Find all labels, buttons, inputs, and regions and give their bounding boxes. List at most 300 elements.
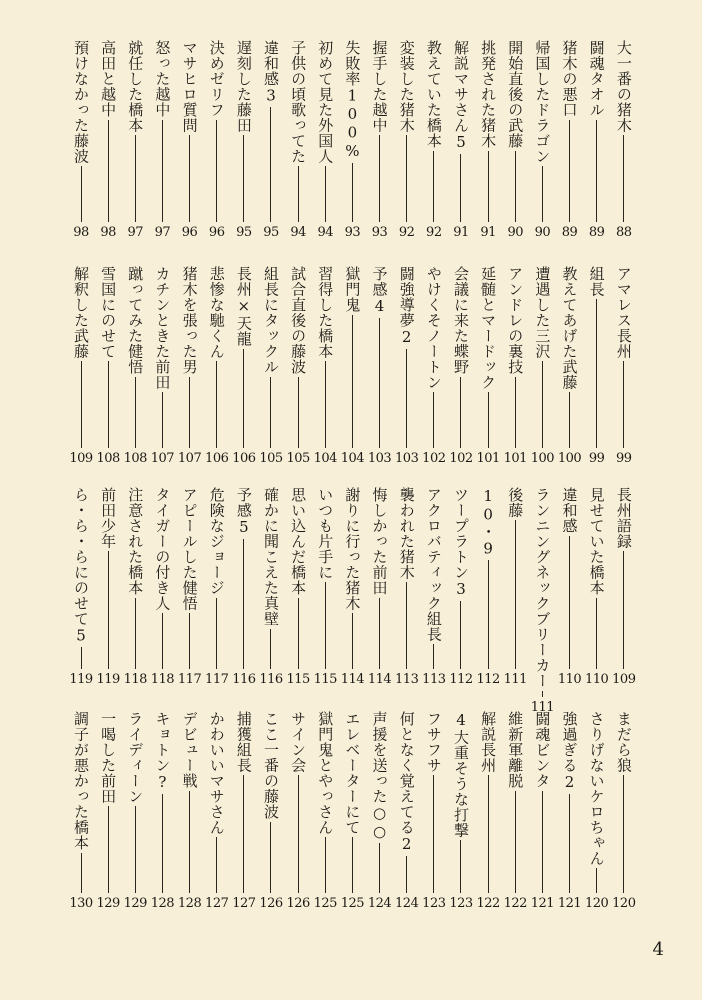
toc-entry-page: 98 [73,225,89,240]
toc-entry-page: 100 [530,451,555,466]
toc-entry-title: 決めゼリフ [207,40,226,118]
toc-entry-title: 猪木を張った男 [180,266,199,375]
toc-entry-title: 帰国したドラゴン [533,40,552,164]
leader-line [433,644,434,669]
toc-entry [613,40,635,240]
toc-entry-page: 127 [205,896,229,911]
toc-entry-title: 4大重そうな打撃 [451,711,470,838]
toc-entry [369,40,391,240]
toc-entry-page: 116 [232,672,256,687]
toc-entry-page: 122 [476,896,500,911]
toc-entry-page: 112 [476,672,500,687]
leader-line [108,361,109,448]
toc-entry-title: 習得した橋本 [316,266,335,359]
toc-entry-title: 10・9 [479,487,498,558]
leader-line [352,837,353,893]
toc-entry-title: 試合直後の藤波 [289,266,308,375]
leader-line [325,166,326,222]
toc-entry [179,40,201,240]
toc-entry [396,40,418,240]
toc-entry-page: 103 [395,451,419,466]
toc-entry [260,40,282,240]
toc-entry-title: 予感4 [370,266,389,316]
toc-entry [504,487,526,687]
toc-entry [233,487,255,687]
toc-entry-page: 107 [150,451,175,466]
toc-entry-title: 長州語録 [614,487,633,549]
toc-entry [151,40,173,240]
leader-line [81,647,82,669]
toc-entry-title: ツープラトン3 [451,487,470,599]
toc-entry-page: 111 [503,672,527,687]
leader-line [108,551,109,669]
leader-line [379,135,380,222]
toc-entry-page: 100 [557,451,582,466]
toc-entry-page: 90 [507,225,524,240]
leader-line [596,120,597,223]
toc-entry-page: 104 [313,451,337,466]
toc-entry-page: 95 [263,225,279,240]
toc-entry-title: アクロバティック組長 [424,487,443,642]
leader-line [325,837,326,893]
toc-entry-page: 97 [154,225,171,240]
toc-entry-title: 変装した猪木 [397,40,416,133]
toc-entry-title: 延髄とマードック [479,266,498,390]
toc-entry [70,40,92,240]
leader-line [542,361,543,448]
toc-entry [477,711,499,911]
toc-entry-title: 子供の頃歌ってた [289,40,308,164]
leader-line [542,691,543,697]
leader-line [81,166,82,222]
toc-entry-page: 88 [616,225,632,240]
toc-entry [179,711,201,911]
toc-entry-title: 長州×天龍 [234,266,253,347]
leader-line [298,166,299,222]
toc-entry-title: アマレス長州 [614,266,633,359]
leader-line [596,299,597,448]
leader-line [569,392,570,448]
toc-entry-page: 123 [422,896,446,911]
toc-entry [124,266,146,466]
toc-entry-page: 98 [100,225,116,240]
toc-entry [287,487,309,687]
toc-entry-title: 組長にタックル [261,266,280,375]
toc-entry-title: 失敗率100% [343,40,362,161]
toc-entry-page: 97 [127,225,144,240]
toc-entry-title: エレベーターにて [343,711,362,835]
toc-block-1 [70,40,635,240]
leader-line [81,361,82,448]
leader-line [108,806,109,893]
toc-entry [396,266,418,466]
toc-entry [206,266,228,466]
toc-entry-page: 96 [208,225,225,240]
toc-entry [341,487,363,687]
leader-line [270,377,271,449]
toc-entry-page: 114 [340,672,365,687]
leader-line [135,598,136,670]
toc-entry-title: カチンときた前田 [153,266,172,390]
leader-line [270,629,271,670]
toc-entry-title: 怒った越中 [153,40,172,118]
toc-entry-title: やけくそノートン [424,266,443,390]
toc-entry [233,266,255,466]
leader-line [488,560,489,669]
toc-entry [423,487,445,687]
toc-entry [559,266,581,466]
toc-entry [586,711,608,911]
leader-line [460,601,461,670]
toc-entry [341,40,363,240]
toc-entry-page: 129 [123,896,147,911]
leader-line [298,598,299,670]
toc-entry-page: 90 [534,225,551,240]
toc-entry-page: 111 [530,699,555,715]
toc-entry-title: 会議に来た蝶野 [451,266,470,375]
toc-entry-page: 92 [426,225,442,240]
toc-entry-title: 注意された橋本 [126,487,145,596]
toc-entry-title: 強過ぎる2 [560,711,579,792]
toc-entry-page: 118 [150,672,175,687]
leader-line [189,791,190,894]
toc-entry-page: 105 [259,451,283,466]
leader-line [460,840,461,893]
toc-entry [396,711,418,911]
leader-line [352,613,353,669]
toc-entry [504,40,526,240]
leader-line [108,120,109,223]
toc-entry [314,711,336,911]
leader-line [135,377,136,449]
toc-entry [586,266,608,466]
toc-entry [613,487,635,687]
leader-line [542,791,543,894]
toc-entry-page: 107 [177,451,202,466]
leader-line [162,794,163,894]
toc-entry [530,487,555,715]
toc-entry-title: マサヒロ質問 [180,40,199,133]
toc-entry [151,266,173,466]
leader-line [216,120,217,223]
toc-entry [314,40,336,240]
toc-entry-title: 一喝した前田 [99,711,118,804]
toc-entry-title: 初めて見た外国人 [316,40,335,164]
toc-entry-page: 99 [616,451,632,466]
toc-entry-page: 109 [69,451,93,466]
toc-entry-title: 大一番の猪木 [614,40,633,133]
toc-entry [97,711,119,911]
toc-entry [369,487,391,687]
toc-entry-title: 予感5 [234,487,253,537]
toc-entry-page: 127 [232,896,256,911]
toc-entry-page: 95 [236,225,252,240]
toc-entry-title: ら・ら・らにのせて5 [72,487,90,645]
toc-entry [287,711,309,911]
toc-entry-title: 遅刻した藤田 [234,40,253,133]
toc-entry [206,40,228,240]
leader-line [189,135,190,222]
toc-entry [423,40,445,240]
toc-entry-title: 闘魂タオル [587,40,606,118]
leader-line [189,377,190,449]
leader-line [623,361,624,448]
toc-entry-page: 102 [449,451,473,466]
toc-entry-page: 110 [557,672,582,687]
leader-line [406,349,407,449]
toc-entry-page: 93 [371,225,388,240]
toc-entry-title: 思い込んだ橋本 [289,487,308,596]
toc-entry-page: 120 [585,896,609,911]
toc-entry-page: 114 [367,672,392,687]
toc-entry-page: 116 [259,672,283,687]
toc-entry-page: 109 [612,672,636,687]
toc-entry [260,266,282,466]
toc-entry [260,711,282,911]
leader-line [162,392,163,448]
leader-line [243,775,244,893]
leader-line [488,392,489,448]
leader-line [298,377,299,449]
toc-entry [477,487,499,687]
toc-entry [70,711,92,911]
toc-entry-page: 101 [503,451,527,466]
toc-entry [287,40,309,240]
toc-entry [586,487,608,687]
toc-entry-title: 就任した橋本 [126,40,145,133]
toc-entry-page: 130 [69,896,93,911]
toc-entry-page: 96 [181,225,198,240]
toc-entry [559,487,581,687]
leader-line [379,598,380,670]
toc-entry-page: 125 [313,896,337,911]
toc-entry-page: 129 [96,896,120,911]
toc-entry-page: 99 [588,451,605,466]
leader-line [243,135,244,222]
toc-entry-page: 126 [259,896,283,911]
toc-entry-title: 握手した越中 [370,40,389,133]
toc-entry [151,487,173,687]
toc-entry-title: 闘強導夢2 [397,266,416,347]
leader-line [379,843,380,893]
leader-line [243,539,244,670]
leader-line [596,598,597,670]
leader-line [135,806,136,893]
leader-line [270,107,271,222]
toc-entry-page: 124 [395,896,419,911]
toc-entry-page: 89 [561,225,578,240]
toc-entry-title: 襲われた猪木 [397,487,416,580]
toc-entry-page: 103 [367,451,392,466]
leader-line [189,613,190,669]
toc-entry-page: 91 [480,225,496,240]
toc-entry-page: 121 [530,896,555,911]
toc-entry [233,711,255,911]
toc-entry-page: 118 [123,672,147,687]
toc-entry-title: 挑発された猪木 [479,40,498,149]
toc-entry [477,266,499,466]
leader-line [406,856,407,894]
leader-line [515,791,516,894]
toc-entry-title: 捕獲組長 [234,711,253,773]
leader-line [162,120,163,223]
leader-line [352,315,353,449]
toc-entry [559,711,581,911]
toc-entry-title: 解釈した武藤 [72,266,90,359]
toc-entry-title: 謝りに行った猪木 [343,487,362,611]
leader-line [569,794,570,894]
toc-entry [124,711,146,911]
toc-entry-page: 115 [313,672,337,687]
leader-line [433,775,434,893]
toc-entry [369,266,391,466]
toc-entry-title: サイン会 [289,711,308,773]
toc-entry-title: 悔しかった前田 [370,487,389,596]
toc-entry-page: 112 [449,672,473,687]
leader-line [406,135,407,222]
toc-entry [97,487,119,687]
toc-entry [559,40,581,240]
toc-entry-page: 105 [286,451,310,466]
toc-entry-page: 117 [177,672,202,687]
toc-entry [450,487,472,687]
toc-entry [124,487,146,687]
toc-entry-title: いつも片手に [316,487,335,580]
toc-entry [70,487,92,687]
toc-entry-page: 128 [150,896,175,911]
toc-entry [179,266,201,466]
leader-line [433,392,434,448]
toc-entry [450,40,472,240]
toc-entry-title: 解説マサさん5 [451,40,470,152]
toc-entry-title: 違和感3 [261,40,280,105]
leader-line [623,775,624,893]
toc-entry-title: 前田少年 [99,487,118,549]
toc-entry-title: 確かに聞こえた真壁 [261,487,280,627]
toc-entry-title: 獄門鬼とやっさん [316,711,335,835]
leader-line [542,166,543,222]
leader-line [81,853,82,894]
toc-entry-page: 104 [340,451,365,466]
leader-line [460,377,461,449]
toc-entry [341,711,363,911]
toc-entry [613,266,635,466]
toc-entry [586,40,608,240]
toc-entry-title: 何となく覚えてる2 [397,711,416,854]
toc-entry-title: ライディーン [126,711,145,804]
leader-line [270,822,271,894]
toc-entry-title: 維新軍離脱 [506,711,525,789]
toc-entry-page: 110 [585,672,609,687]
toc-entry-title: デビュー戦 [180,711,199,789]
toc-entry [504,266,526,466]
toc-entry-page: 102 [422,451,446,466]
toc-block-2 [70,266,635,466]
toc-entry-page: 106 [232,451,256,466]
toc-entry-page: 89 [588,225,605,240]
leader-line [352,163,353,223]
leader-line [596,868,597,893]
toc-entry-title: キョトン? [153,711,172,792]
toc-entry [70,266,92,466]
leader-line [488,775,489,893]
leader-line [623,135,624,222]
toc-entry [314,266,336,466]
toc-entry-title: かわいいマサさん [207,711,226,835]
toc-entry-title: 預けなかった藤波 [72,40,90,164]
toc-entry-title: 高田と越中 [99,40,118,118]
toc-entry-title: フサフサ [424,711,443,773]
toc-entry [260,487,282,687]
toc-entry [531,266,553,466]
toc-entry-page: 93 [344,225,361,240]
leader-line [623,551,624,669]
toc-entry [314,487,336,687]
toc-entry-page: 108 [123,451,147,466]
toc-entry-page: 123 [449,896,473,911]
toc-entry-title: 遭遇した三沢 [533,266,552,359]
leader-line [135,135,136,222]
toc-entry-title: 獄門鬼 [343,266,362,313]
toc-entry-page: 125 [340,896,365,911]
toc-entry-page: 91 [453,225,469,240]
toc-entry [369,711,391,911]
toc-entry-title: タイガーの付き人 [153,487,172,611]
leader-line [515,377,516,449]
leader-line [569,120,570,223]
toc-entry-title: さりげないケロちゃん [587,711,606,866]
toc-entry [423,266,445,466]
toc-entry-page: 124 [367,896,392,911]
toc-entry-title: 組長 [587,266,606,297]
leader-line [433,151,434,223]
toc-entry-page: 94 [290,225,306,240]
toc-entry [450,711,472,911]
leader-line [515,151,516,223]
leader-line [216,361,217,448]
toc-entry-page: 115 [286,672,310,687]
toc-entry-page: 122 [503,896,527,911]
toc-entry [477,40,499,240]
leader-line [379,318,380,449]
toc-entry-title: 後藤 [506,487,525,518]
toc-entry-title: ここ一番の藤波 [261,711,280,820]
leader-line [216,598,217,670]
toc-entry [423,711,445,911]
toc-entry-title: ランニングネックブリーカー [533,487,552,689]
toc-entry [206,711,228,911]
toc-entry-page: 106 [205,451,229,466]
toc-entry-title: 声援を送った○○ [370,711,389,841]
toc-entry [504,711,526,911]
toc-entry-page: 92 [398,225,415,240]
toc-entry-page: 113 [422,672,446,687]
leader-line [243,349,244,449]
toc-entry [613,711,635,911]
toc-entry-title: 蹴ってみた健悟 [126,266,145,375]
toc-block-3 [69,487,636,715]
toc-entry-title: 見せていた橋本 [587,487,606,596]
toc-entry-page: 126 [286,896,310,911]
toc-entry [206,487,228,687]
toc-entry-title: 教えてあげた武藤 [560,266,579,390]
toc-entry-page: 94 [317,225,334,240]
leader-line [406,582,407,669]
toc-entry-title: 雪国にのせて [99,266,118,359]
toc-entry [531,40,553,240]
toc-entry-page: 128 [177,896,202,911]
leader-line [488,151,489,223]
